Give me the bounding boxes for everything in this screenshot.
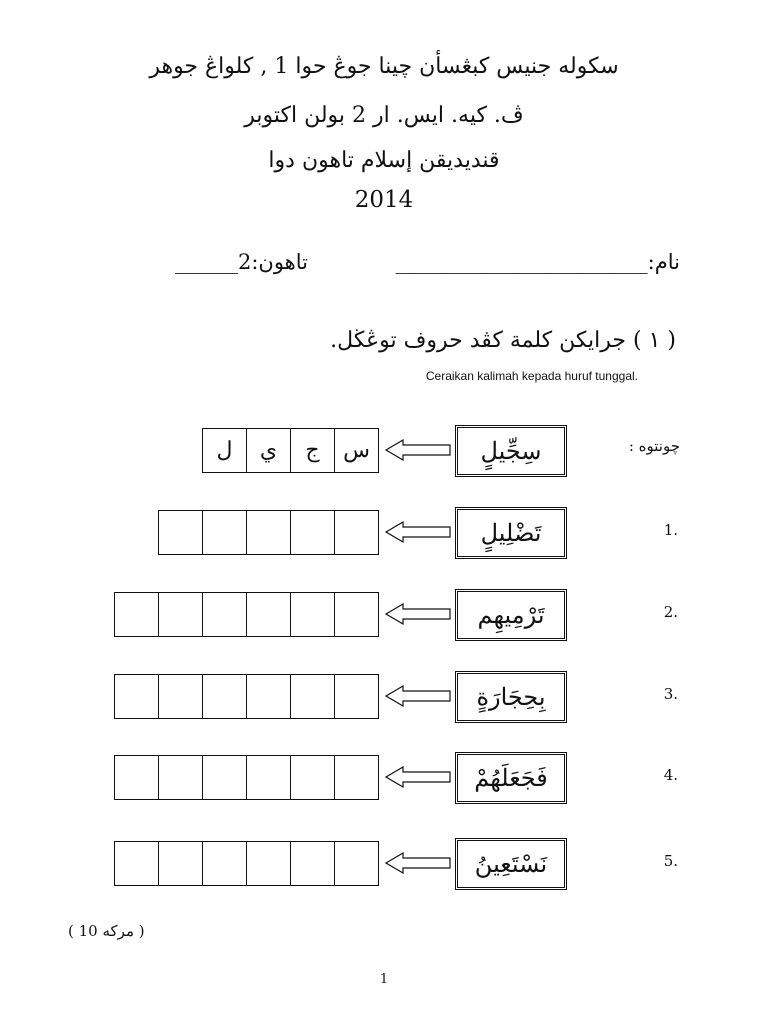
question-subtitle: Ceraikan kalimah kepada huruf tunggal.	[425, 369, 638, 383]
answer-cell[interactable]	[114, 755, 159, 800]
answer-cell[interactable]	[158, 592, 203, 637]
answer-cell[interactable]	[246, 592, 291, 637]
year-heading: 2014	[354, 187, 414, 213]
answer-cell[interactable]	[158, 510, 203, 555]
letter-cell: ل	[202, 428, 247, 473]
item-row-2	[0, 589, 768, 641]
answer-cell[interactable]	[158, 674, 203, 719]
left-arrow-icon	[385, 852, 451, 874]
example-letter-cells	[202, 428, 378, 473]
letter-cell: ج	[290, 428, 335, 473]
word-box	[455, 838, 567, 890]
answer-cell[interactable]	[246, 841, 291, 886]
answer-cell[interactable]	[202, 592, 247, 637]
letter-cell: ي	[246, 428, 291, 473]
answer-cells	[158, 510, 378, 555]
item-word: نَسْتَعِينُ	[474, 850, 548, 878]
answer-cell[interactable]	[290, 841, 335, 886]
item-number: 5.	[663, 852, 678, 870]
name-label: نام:	[647, 250, 680, 274]
answer-cells	[114, 755, 378, 800]
answer-cell[interactable]	[246, 755, 291, 800]
word-box	[455, 671, 567, 723]
subject-heading: قنديديقن إسلام تاهون دوا	[268, 148, 500, 173]
item-word: تَرْمِيهِم	[477, 601, 545, 629]
item-row-5	[0, 838, 768, 890]
year-blank[interactable]: ______	[174, 250, 238, 274]
answer-cell[interactable]	[114, 841, 159, 886]
answer-cell[interactable]	[202, 674, 247, 719]
school-name-heading: سکوله جنيس کبڠسأن چينا جوڠ حوا 1 , کلواڠ جوهر	[149, 54, 619, 79]
answer-cell[interactable]	[114, 592, 159, 637]
answer-cell[interactable]	[290, 592, 335, 637]
item-number: 4.	[663, 766, 678, 784]
example-word-box	[455, 425, 567, 477]
item-row-1	[0, 507, 768, 559]
answer-cell[interactable]	[334, 674, 379, 719]
answer-cells	[114, 592, 378, 637]
item-word: تَضْلِيلٍ	[480, 519, 542, 547]
word-box	[455, 507, 567, 559]
left-arrow-icon	[385, 685, 451, 707]
item-number: 3.	[663, 685, 678, 703]
page-number: 1	[379, 972, 389, 987]
item-word: فَجَعَلَهُمْ	[474, 764, 548, 792]
year-label: تاهون:2	[237, 250, 308, 274]
answer-cell[interactable]	[114, 674, 159, 719]
year-field[interactable]	[175, 250, 308, 274]
letter-cell: س	[334, 428, 379, 473]
answer-cell[interactable]	[246, 510, 291, 555]
exam-title-heading: ڤ. کيه. ايس. ار 2 بولن اکتوبر	[244, 103, 524, 128]
answer-cell[interactable]	[246, 674, 291, 719]
item-row-4	[0, 752, 768, 804]
left-arrow-icon	[385, 766, 451, 788]
answer-cell[interactable]	[158, 841, 203, 886]
item-number: 1.	[663, 521, 678, 539]
left-arrow-icon	[385, 521, 451, 543]
name-field[interactable]	[396, 250, 680, 274]
example-label: چونتوه :	[628, 437, 680, 455]
answer-cell[interactable]	[202, 841, 247, 886]
name-blank[interactable]: ________________________	[395, 250, 648, 274]
answer-cell[interactable]	[158, 755, 203, 800]
answer-cells	[114, 674, 378, 719]
left-arrow-icon	[385, 603, 451, 625]
answer-cell[interactable]	[334, 755, 379, 800]
item-row-3	[0, 671, 768, 723]
answer-cell[interactable]	[334, 592, 379, 637]
answer-cell[interactable]	[290, 510, 335, 555]
example-row	[0, 425, 768, 477]
answer-cell[interactable]	[334, 510, 379, 555]
answer-cell[interactable]	[290, 674, 335, 719]
item-word: بِحِجَارَةٍ	[476, 683, 546, 711]
item-number: 2.	[663, 603, 678, 621]
answer-cells	[114, 841, 378, 886]
answer-cell[interactable]	[202, 510, 247, 555]
left-arrow-icon	[385, 439, 451, 461]
question-title: ( ١ ) جرايکن کلمة کڤد حروف توڠڬل.	[330, 328, 676, 353]
total-marks: ( مرکه 10 )	[68, 922, 145, 940]
word-box	[455, 752, 567, 804]
answer-cell[interactable]	[334, 841, 379, 886]
word-box	[455, 589, 567, 641]
answer-cell[interactable]	[202, 755, 247, 800]
example-word: سِجِّيلٍ	[480, 437, 542, 465]
answer-cell[interactable]	[290, 755, 335, 800]
